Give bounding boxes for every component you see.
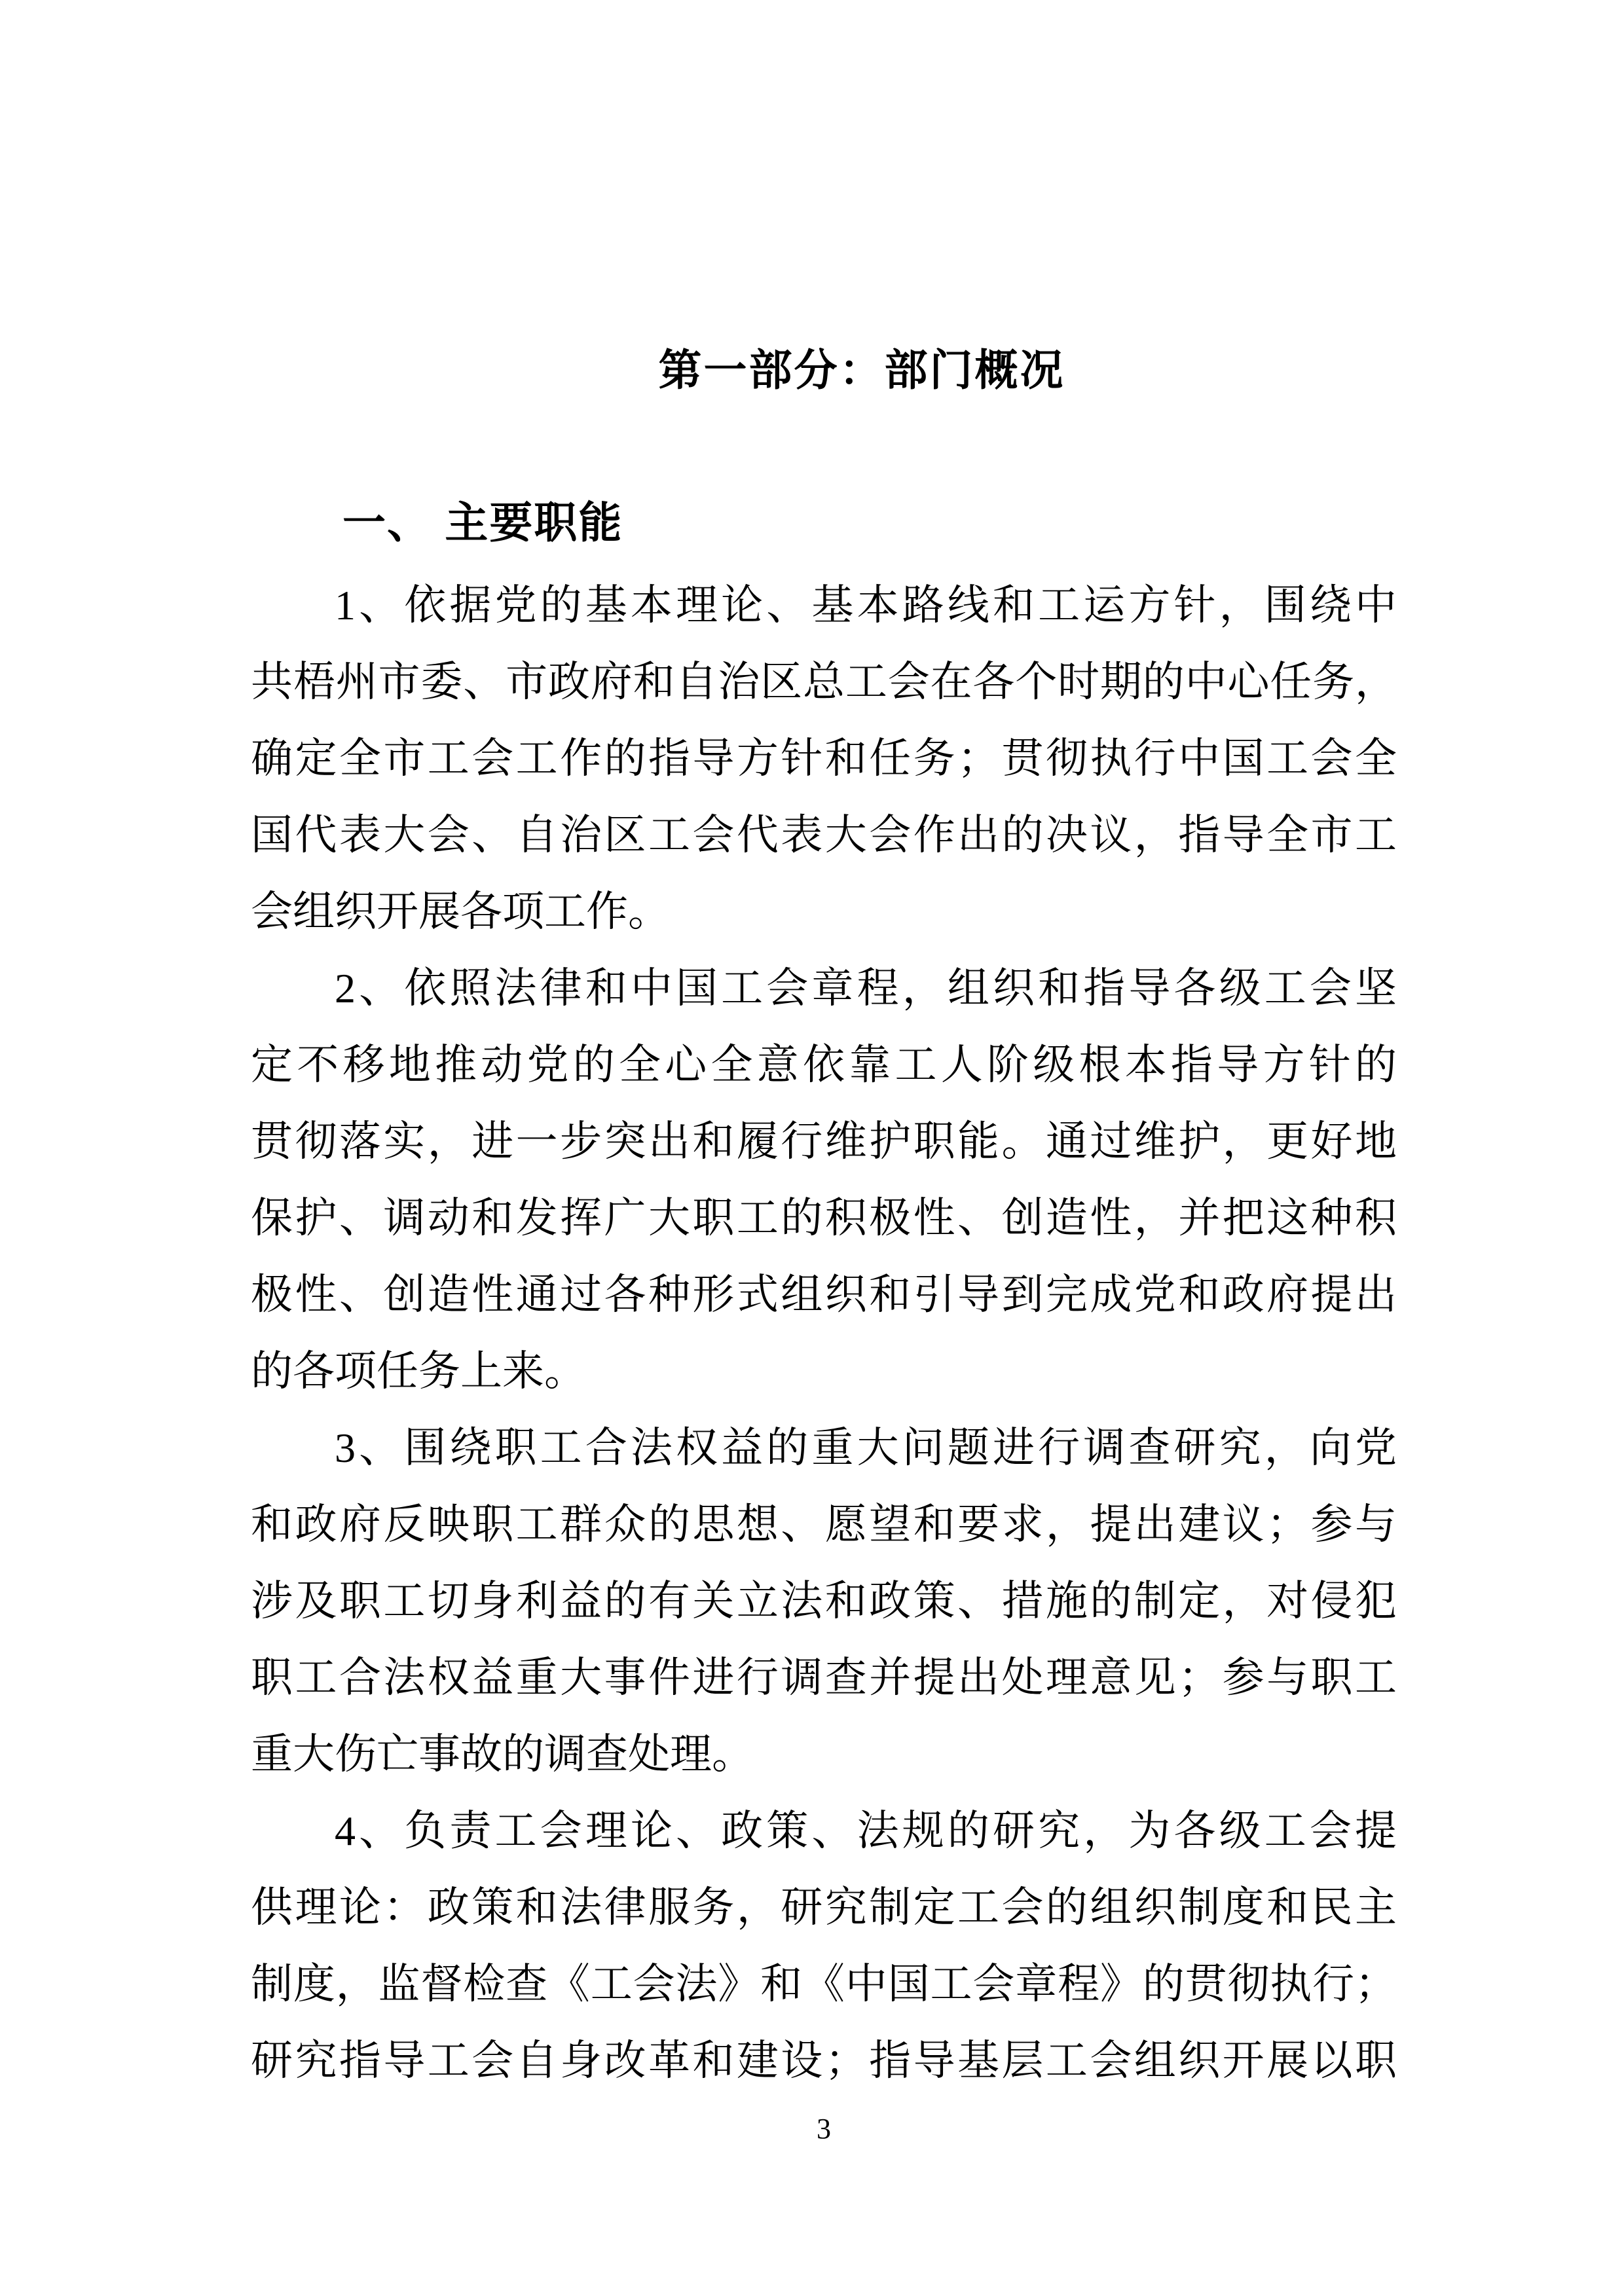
text-line: 1、依据党的基本理论、基本路线和工运方针，围绕中 (335, 582, 1397, 629)
text-line: 定不移地推动党的全心全意依靠工人阶级根本指导方针的 (251, 1042, 1397, 1088)
page-title: 第一部分：部门概况 (658, 346, 1065, 394)
text-line: 共梧州市委、市政府和自治区总工会在各个时期的中心任务， (251, 659, 1397, 705)
text-line: 4、负责工会理论、政策、法规的研究，为各级工会提 (335, 1808, 1397, 1854)
text-line: 重大伤亡事故的调查处理。 (251, 1731, 754, 1777)
text-line: 职工合法权益重大事件进行调查并提出处理意见；参与职工 (251, 1654, 1397, 1701)
text-line: 供理论：政策和法律服务，研究制定工会的组织制度和民主 (251, 1884, 1397, 1931)
document-body (251, 567, 1397, 2099)
text-line: 国代表大会、自治区工会代表大会作出的决议，指导全市工 (251, 812, 1397, 858)
text-line: 制度，监督检查《工会法》和《中国工会章程》的贯彻执行； (251, 1961, 1397, 2007)
text-line: 会组织开展各项工作。 (251, 888, 670, 935)
text-line: 确定全市工会工作的指导方针和任务；贯彻执行中国工会全 (251, 735, 1397, 782)
text-line: 贯彻落实，进一步突出和履行维护职能。通过维护，更好地 (251, 1118, 1397, 1165)
paragraph-2 (251, 950, 1397, 1410)
page-number: 3 (817, 2113, 831, 2145)
paragraph-1 (251, 567, 1397, 950)
text-line: 极性、创造性通过各种形式组织和引导到完成党和政府提出 (251, 1271, 1397, 1318)
text-line: 3、围绕职工合法权益的重大问题进行调查研究，向党 (335, 1425, 1397, 1471)
text-line: 研究指导工会自身改革和建设；指导基层工会组织开展以职 (251, 2037, 1397, 2084)
text-line: 和政府反映职工群众的思想、愿望和要求，提出建议；参与 (251, 1501, 1397, 1548)
text-line: 的各项任务上来。 (251, 1348, 586, 1394)
text-line: 2、依照法律和中国工会章程，组织和指导各级工会坚 (335, 965, 1397, 1011)
paragraph-3 (251, 1410, 1397, 1793)
section-heading: 一、 主要职能 (342, 498, 623, 547)
paragraph-4 (251, 1793, 1397, 2099)
text-line: 涉及职工切身利益的有关立法和政策、措施的制定，对侵犯 (251, 1578, 1397, 1624)
text-line: 保护、调动和发挥广大职工的积极性、创造性，并把这种积 (251, 1195, 1397, 1241)
